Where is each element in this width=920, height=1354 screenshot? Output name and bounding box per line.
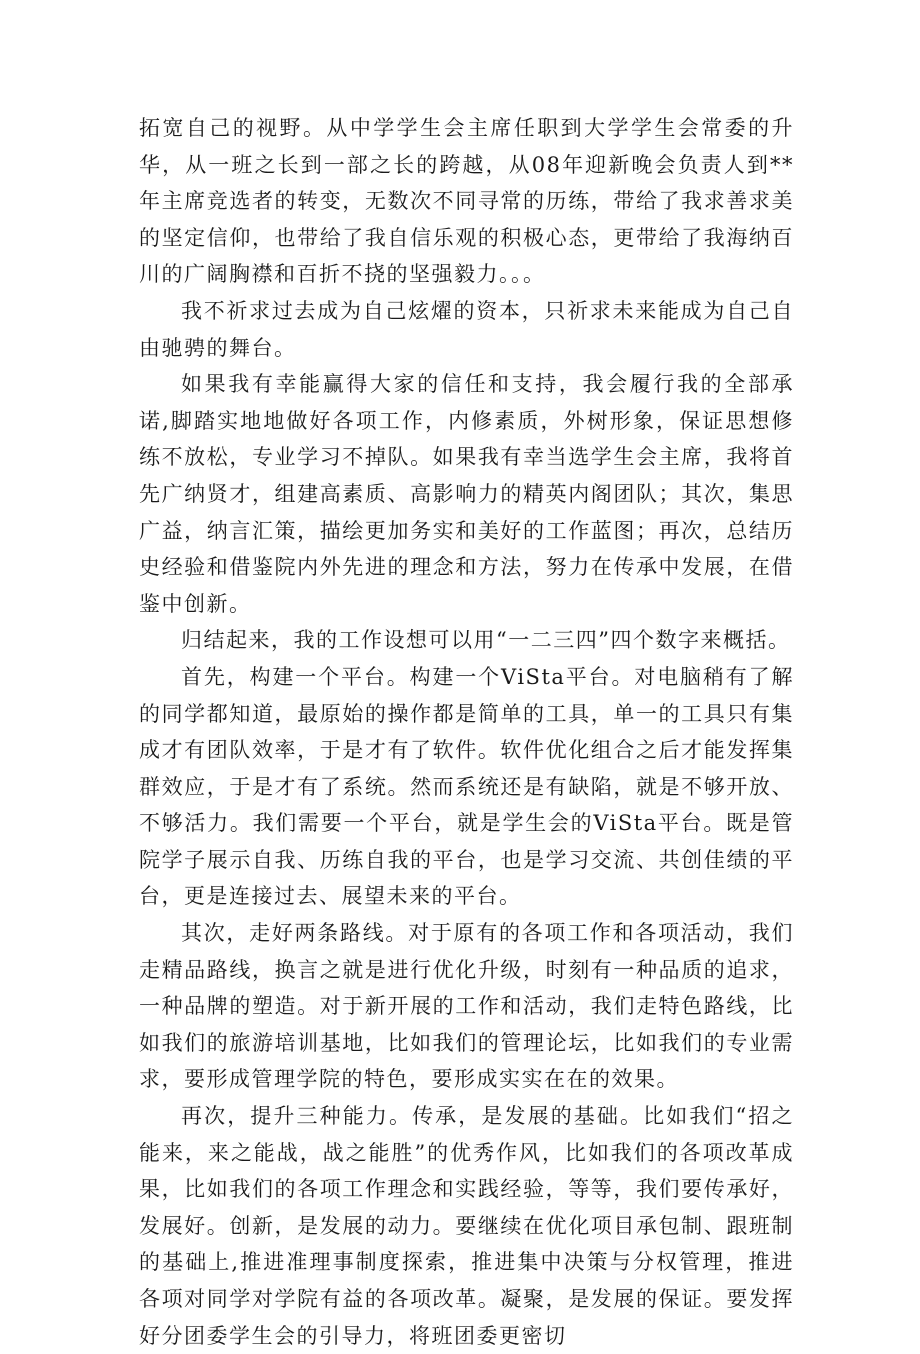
document-page <box>139 110 794 1354</box>
paragraph-two-routes: 其次，走好两条路线。对于原有的各项工作和各项活动，我们走精品路线，换言之就是进行优化升级，时刻有一种品质的追求，一种品牌的塑造。对于新开展的工作和活动，我们走特色路线，比如我们的旅游培训基地，比如我们的管理论坛，比如我们的专业需求，要形成管理学院的特色，要形成实实在在的效果。 <box>139 921 794 1092</box>
paragraph-one-platform: 首先，构建一个平台。构建一个ViSta平台。对电脑稍有了解的同学都知道，最原始的操作都是简单的工具，单一的工具只有集成才有团队效率，于是才有了软件。软件优化组合之后才能发挥集群效应，于是才有了系统。然而系统还是有缺陷，就是不够开放、不够活力。我们需要一个平台，就是学生会的ViSta平台。既是管院学子展示自我、历练自我的平台，也是学习交流、共创佳绩的平台，更是连接过去、展望未来的平台。 <box>139 664 794 909</box>
paragraph-continued-experience: 拓宽自己的视野。从中学学生会主席任职到大学学生会常委的升华，从一班之长到一部之长的跨越，从08年迎新晚会负责人到**年主席竞选者的转变，无数次不同寻常的历练，带给了我求善求美的坚定信仰，也带给了我自信乐观的积极心态，更带给了我海纳百川的广阔胸襟和百折不挠的坚强毅力。。。 <box>139 116 794 287</box>
paragraph-stage-wish: 我不祈求过去成为自己炫燿的资本，只祈求未来能成为自己自由驰骋的舞台。 <box>139 298 794 360</box>
paragraph-commitments: 如果我有幸能赢得大家的信任和支持，我会履行我的全部承诺,脚踏实地地做好各项工作，内修素质，外树形象，保证思想修练不放松，专业学习不掉队。如果我有幸当选学生会主席，我将首先广纳贤才，组建高素质、高影响力的精英内阁团队；其次，集思广益，纳言汇策，描绘更加务实和美好的工作蓝图；再次，总结历史经验和借鉴院内外先进的理念和方法，努力在传承中发展，在借鉴中创新。 <box>139 372 794 616</box>
paragraph-summary: 归结起来，我的工作设想可以用“一二三四”四个数字来概括。 <box>181 628 791 653</box>
paragraph-three-abilities: 再次，提升三种能力。传承，是发展的基础。比如我们“招之能来，来之能战，战之能胜”的优秀作风，比如我们的各项改革成果，比如我们的各项工作理念和实践经验，等等，我们要传承好，发展好。创新，是发展的动力。要继续在优化项目承包制、跟班制的基础上,推进准理事制度探索，推进集中决策与分权管理，推进各项对同学对学院有益的各项改革。凝聚，是发展的保证。要发挥好分团委学生会的引导力，将班团委更密切 <box>139 1104 794 1348</box>
